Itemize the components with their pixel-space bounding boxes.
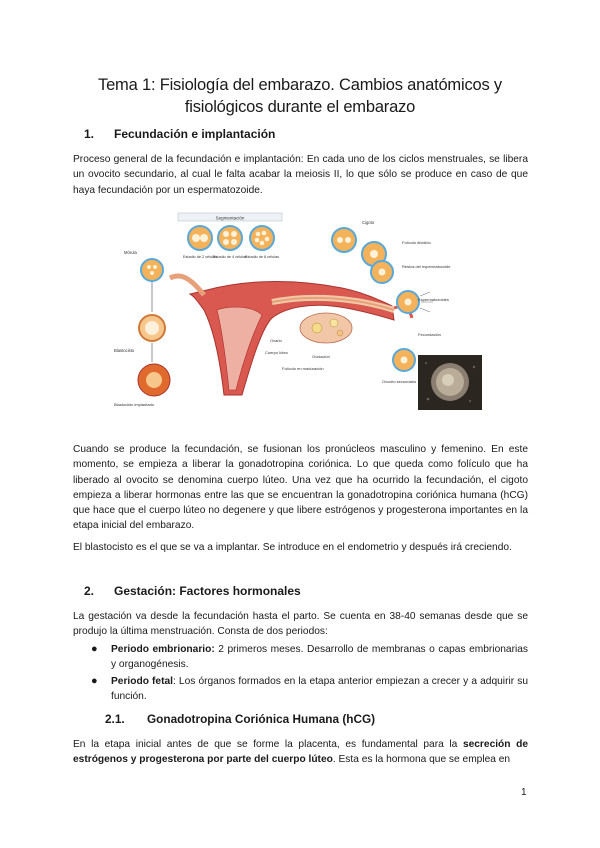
label-blastocisto-implantado: Blastocisto implantado: [114, 402, 155, 407]
section-2-1-number: 2.1.: [105, 712, 125, 726]
label-segmentacion: Segmentación: [215, 215, 245, 221]
list-item: [73, 642, 528, 673]
hcg-text-bold: secreción de estrógenos y progesterona por parte del cuerpo lúteo: [73, 739, 529, 766]
section-1-heading: [84, 127, 275, 141]
list-item: [73, 674, 528, 705]
period-term: Periodo embrionario:: [111, 644, 215, 655]
period-text: 2 primeros meses. Desarrollo de membranas o capas embrionarias y organogénesis.: [111, 644, 528, 671]
uterus-drawing: [170, 276, 412, 395]
section-2-1-title: Gonadotropina Coriónica Humana (hCG): [147, 712, 376, 726]
section-1-title: Fecundación e implantación: [114, 127, 276, 141]
left-cells: [114, 250, 170, 407]
section-2-intro: La gestación va desde la fecundación hasta el parto. Se cuenta en 38-40 semanas desde que se produjo la última menstruación. Consta de dos periodos:: [73, 611, 528, 638]
hcg-text-start: En la etapa inicial antes de que se forme la placenta, es fundamental para la: [73, 739, 463, 750]
ovary-shape: [300, 313, 352, 343]
section-1-paragraph-2: Cuando se produce la fecundación, se fusionan los pronúcleos masculino y femenino. En este momento, se empieza a liberar la gonadotropina coriónica. Lo que queda como folículo que ha liberado al ovocito se denomina cuerpo lúteo. Una vez que ha ocurrido la fecundación, el cigoto empieza a liberar hormonas entre las que se encuentran la gonadotropina coriónica humana (hCG) que hace que el cuerpo lúteo no degenere y que libere estrógenos y progesterona importantes en la etapa inicial del embarazo.: [73, 444, 528, 532]
section-2-1-paragraph: [73, 737, 528, 768]
microscope-photo: [418, 355, 482, 410]
bullet-icon: ●: [91, 643, 98, 655]
label-ovulacion: Ovulación: [312, 354, 330, 359]
section-2-number: 2.: [84, 584, 95, 598]
document-title: Tema 1: Fisiología del embarazo. Cambios anatómicos y fisiológicos durante el embarazo: [98, 76, 502, 116]
zygote-cells: [332, 220, 451, 283]
label-ovocito: Ovocito secundario: [382, 379, 417, 384]
label-foliculo-dividido: Folículo dividido: [402, 240, 431, 245]
page-number: 1: [521, 787, 527, 798]
label-ovario: Ovario: [270, 338, 282, 343]
label-morula: Mórula: [124, 250, 137, 255]
section-2-1-heading: [105, 712, 375, 726]
section-2-heading: [84, 584, 301, 598]
period-text: : Los órganos formados en la etapa anterior empiezan a crecer y a adquirir su función.: [111, 675, 528, 702]
label-foliculo-maduracion: Folículo en maduración: [282, 366, 324, 371]
label-2-cells: Estadio de 2 células: [183, 255, 217, 259]
section-2-title: Gestación: Factores hormonales: [114, 584, 301, 598]
section-1-intro: Proceso general de la fecundación e implantación: En cada uno de los ciclos menstruales, se libera un ovocito secundario, al cual le falta acabar la meiosis II, lo que sólo se produce en caso de que haya fecundación por un espermatozoide.: [73, 154, 528, 196]
label-fecundacion: Fecundación: [418, 332, 441, 337]
label-cuerpo-luteo: Cuerpo lúteo: [265, 350, 288, 355]
label-8-cells: Estadio de 8 células: [245, 255, 279, 259]
bullet-icon: ●: [91, 674, 98, 687]
section-1-paragraph-3: El blastocisto es el que se va a implantar. Se introduce en el endometrio y después irá creciendo.: [73, 542, 512, 553]
period-term: Periodo fetal: [111, 675, 173, 687]
hcg-text-end: . Esta es la hormona que se emplea en: [332, 754, 511, 766]
label-espermatozoides: Espermatozoides: [418, 297, 449, 302]
label-restos-espermatozoide: Restos del espermatozoide: [402, 264, 451, 269]
periods-list: [73, 642, 528, 705]
segmentation-banner: [178, 213, 282, 221]
label-cigoto: Cigoto: [362, 220, 375, 225]
label-4-cells: Estadio de 4 células: [213, 255, 247, 259]
section-1-number: 1.: [84, 127, 95, 141]
label-blastocisto: Blastocisto: [114, 348, 135, 353]
segmentation-cells: [183, 226, 279, 259]
